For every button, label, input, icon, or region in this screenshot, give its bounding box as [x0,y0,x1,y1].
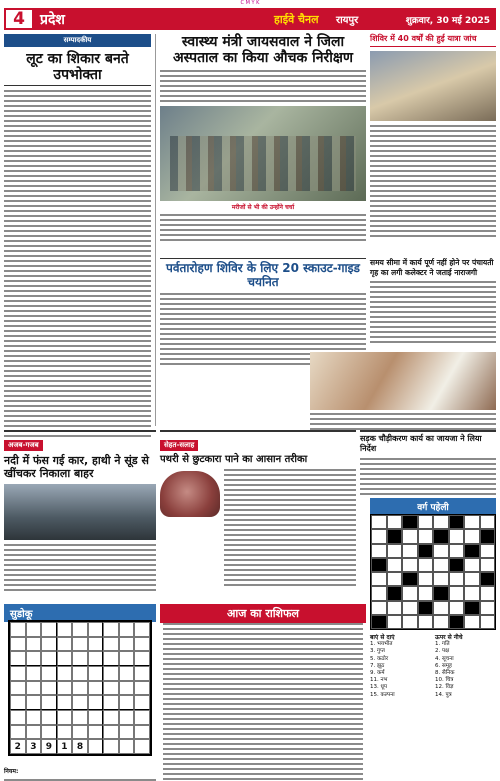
sudoku-cell [88,666,104,681]
sudoku-cell: 1 [57,739,73,754]
health-body [224,469,356,586]
sudoku-cell [103,710,119,725]
sudoku-cell [57,637,73,652]
clue: 3. गुप्त [370,648,385,655]
oddities-story [4,430,156,600]
clue: 5. कठोर [370,655,389,662]
health-story [160,430,356,600]
sudoku-cell [103,622,119,637]
middle-story [160,258,366,350]
right-top-headline: शिविर में 40 वर्षों की हुई यात्रा जांच [370,34,496,47]
sudoku-cell [10,651,26,666]
lead-headline: स्वास्थ्य मंत्री जायसवाल ने जिला अस्पताल का किया औचक निरीक्षण [172,34,354,66]
sudoku-cell [134,666,150,681]
health-tag: सेहत-सलाह [160,440,198,451]
sudoku-cell [134,681,150,696]
horoscope-body [160,620,366,776]
oddities-headline: नदी में फंस गई कार, हाथी ने सूंड से खींचकर निकाला बाहर [4,454,149,480]
kidney-illustration [160,471,220,517]
sudoku-cell [41,695,57,710]
sudoku-cell [72,622,88,637]
clue: 4. सूचना [435,655,454,662]
lead-body-continued [160,214,366,241]
sudoku-cell [10,725,26,740]
clue: 10. चित्र [435,677,454,684]
clue: 13. धूप [370,684,388,691]
meeting-photo-block [310,352,496,428]
meeting-photo [310,352,496,410]
sudoku-cell [10,695,26,710]
clue: 11. नभ [370,677,388,684]
sudoku-cell [41,637,57,652]
sudoku-cell [26,651,42,666]
sudoku-cell [72,725,88,740]
sudoku-cell [88,725,104,740]
crossword-grid [370,514,496,630]
sudoku-cell [119,710,135,725]
sudoku-cell [10,681,26,696]
lead-body [160,70,366,102]
sudoku-cell [57,725,73,740]
crossword-across [370,634,431,776]
edition-city: रायपुर [336,15,359,26]
sudoku-cell [41,622,57,637]
sudoku-cell [103,695,119,710]
editorial-label: सम्पादकीय [4,34,151,47]
sudoku-cell [26,710,42,725]
sudoku-cell [134,725,150,740]
sudoku-cell [103,651,119,666]
page-number: 4 [4,8,34,30]
sudoku-cell [57,622,73,637]
middle-headline: पर्वतारोहण शिविर के लिए 20 स्काउट-गाइड चयनित [166,261,360,289]
sudoku-cell [88,651,104,666]
lead-story [160,34,366,254]
sudoku-cell [41,651,57,666]
sudoku-cell [72,666,88,681]
crossword-down [435,634,496,776]
sudoku-cell [26,695,42,710]
sudoku-cell [134,651,150,666]
clue: 7. झूठ [370,662,385,669]
clue: 12. विज्ञ [435,684,454,691]
crossword-heading: वर्ग पहेली [370,498,496,515]
road-widening-headline: सड़क चौड़ीकरण कार्य का जायजा ने लिया निर्देश [360,434,482,453]
sudoku-cell [57,710,73,725]
down-label: ऊपर से नीचे [435,634,463,641]
sudoku-cell [103,725,119,740]
sudoku-cell [72,681,88,696]
sudoku-cell [119,666,135,681]
sudoku-cell [26,725,42,740]
section-title: प्रदेश [40,11,65,28]
sudoku-cell [10,622,26,637]
sudoku-cell [41,681,57,696]
clue: 15. कल्पना [370,691,395,698]
side-story-headline: समय सीमा में कार्य पूर्ण नहीं होने पर पंचायती गृह का लगी कलेक्टर ने जताई नाराजगी [370,258,494,277]
clue: 8. सैनिक [435,670,455,677]
oddities-body [4,544,156,591]
sudoku-cell [41,666,57,681]
sudoku-cell [119,651,135,666]
sudoku-rules-label: नियम: [4,768,19,775]
sudoku-rules [4,758,156,778]
sudoku-cell [134,739,150,754]
sudoku-cell [88,739,104,754]
right-top-photo [370,51,496,121]
sudoku-cell [88,681,104,696]
sudoku-cell: 3 [26,739,42,754]
color-registration-strip: C M Y K [240,0,260,6]
sudoku-cell [72,695,88,710]
sudoku-cell [26,637,42,652]
editorial-body [4,90,151,437]
sudoku-cell [57,681,73,696]
editorial-column [4,34,156,426]
sudoku-cell [119,725,135,740]
sudoku-cell [134,710,150,725]
lead-photo-caption: मरीजों से भी की उन्होंने चर्चा [231,204,295,211]
sudoku-cell [10,710,26,725]
sudoku-cell [88,710,104,725]
clue: 6. समूह [435,662,452,669]
side-story-body [370,281,496,343]
sudoku-cell: 2 [10,739,26,754]
sudoku-grid [8,620,152,756]
sudoku-cell [119,695,135,710]
horoscope-heading: आज का राशिफल [160,604,366,623]
sudoku-cell [134,695,150,710]
road-widening-body [360,458,496,495]
sudoku-cell [57,651,73,666]
clue: 9. कर्म [370,670,385,677]
sudoku-cell [119,622,135,637]
sudoku-cell: 9 [41,739,57,754]
meeting-body [310,413,496,430]
sudoku-cell [103,666,119,681]
sudoku-cell [88,695,104,710]
sudoku-cell [88,622,104,637]
sudoku-cell [134,622,150,637]
issue-date: शुक्रवार, 30 मई 2025 [405,15,490,26]
health-headline: पथरी से छुटकारा पाने का आसान तरीका [160,454,308,465]
sudoku-cell [134,637,150,652]
side-story [370,258,496,350]
sudoku-cell [26,666,42,681]
clue: 1. गति [435,641,450,648]
sudoku-cell [41,725,57,740]
across-label: बाएं से दाएं [370,634,395,641]
divider [4,85,151,86]
sudoku-heading: सुडोकू [4,604,156,622]
sudoku-cell [88,637,104,652]
sudoku-cell [10,637,26,652]
crossword-clues [370,634,496,776]
clue: 1. भयभीत [370,641,393,648]
sudoku-cell [41,710,57,725]
right-top-story [370,34,496,254]
right-top-body [370,125,496,237]
sudoku-cell: 8 [72,739,88,754]
sudoku-cell [57,695,73,710]
sudoku-cell [26,681,42,696]
masthead [4,8,496,30]
sudoku-cell [119,637,135,652]
sudoku-cell [72,637,88,652]
sudoku-cell [103,739,119,754]
editorial-title: लूट का शिकार बनते उपभोक्ता [26,51,129,83]
sudoku-cell [57,666,73,681]
sudoku-cell [26,622,42,637]
clue: 14. पुत्र [435,691,452,698]
sudoku-cell [119,681,135,696]
clue: 2. पक्ष [435,648,450,655]
sudoku-cell [119,739,135,754]
oddities-tag: अजब-गजब [4,440,43,451]
sudoku-cell [10,666,26,681]
newspaper-brand: हाईवे चैनल [274,12,319,26]
sudoku-cell [103,681,119,696]
lead-photo [160,106,366,201]
sudoku-cell [72,710,88,725]
elephant-photo [4,484,156,540]
sudoku-cell [72,651,88,666]
sudoku-cell [103,637,119,652]
